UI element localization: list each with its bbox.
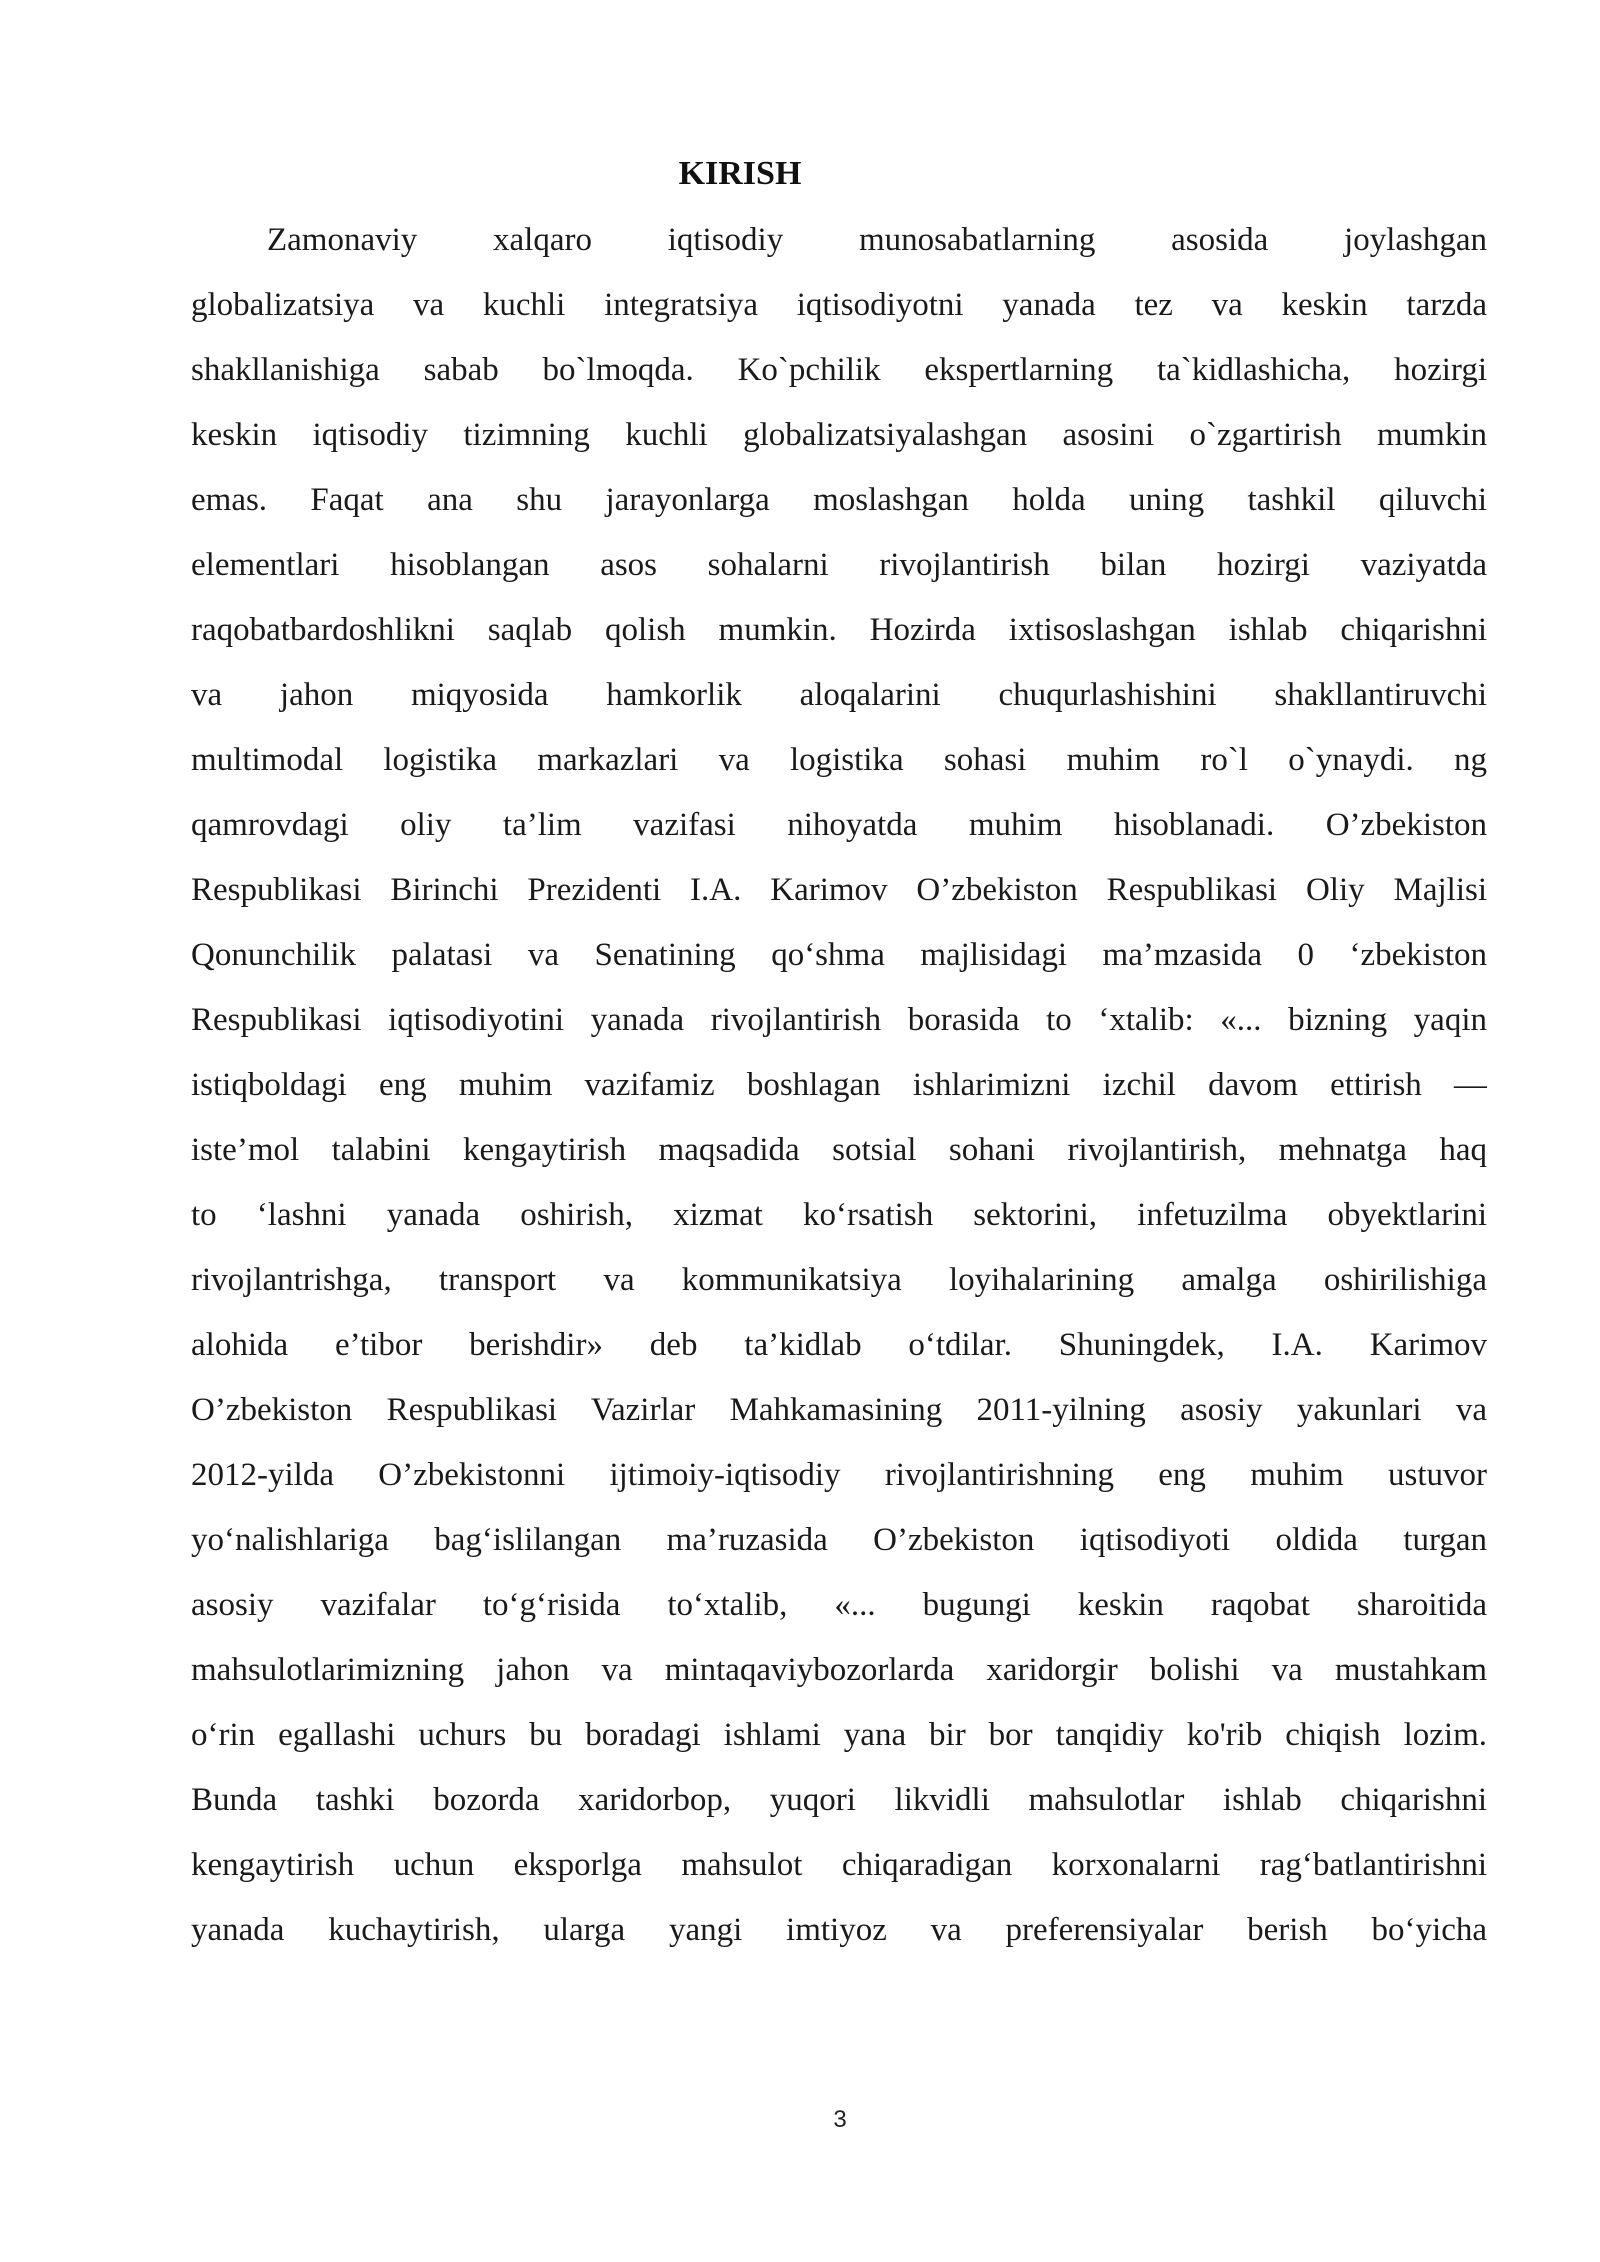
body-paragraph: [191, 208, 1487, 1963]
text-line: o‘rin egallashi uchurs bu boradagi ishlami yana bir bor tanqidiy ko'rib chiqish lozim.: [191, 1717, 1487, 1753]
text-line: Bunda tashki bozorda xaridorbop, yuqori likvidli mahsulotlar ishlab chiqarishni: [191, 1782, 1487, 1818]
text-line: elementlari hisoblangan asos sohalarni rivojlantirish bilan hozirgi vaziyatda: [191, 547, 1487, 583]
text-line: shakllanishiga sabab bo`lmoqda. Ko`pchilik ekspertlarning ta`kidlashicha, hozirgi: [191, 352, 1487, 388]
text-line: qamrovdagi oliy ta’lim vazifasi nihoyatda muhim hisoblanadi. O’zbekiston: [191, 807, 1487, 843]
text-line: mahsulotlarimizning jahon va mintaqaviybozorlarda xaridorgir bolishi va mustahkam: [191, 1652, 1487, 1688]
text-line: Respublikasi iqtisodiyotini yanada rivojlantirish borasida to ‘xtalib: «... bizning yaqin: [191, 1002, 1487, 1038]
text-line: rivojlantrishga, transport va kommunikatsiya loyihalarining amalga oshirilishiga: [191, 1262, 1487, 1298]
page-number: 3: [833, 2106, 847, 2133]
text-line: Respublikasi Birinchi Prezidenti I.A. Karimov O’zbekiston Respublikasi Oliy Majlisi: [191, 872, 1487, 908]
text-line: istiqboldagi eng muhim vazifamiz boshlagan ishlarimizni izchil davom ettirish —: [191, 1067, 1487, 1103]
text-line: asosiy vazifalar to‘g‘risida to‘xtalib, «... bugungi keskin raqobat sharoitida: [191, 1587, 1487, 1623]
text-line: va jahon miqyosida hamkorlik aloqalarini chuqurlashishini shakllantiruvchi: [191, 677, 1487, 713]
text-line: to ‘lashni yanada oshirish, xizmat ko‘rsatish sektorini, infetuzilma obyektlarini: [191, 1197, 1487, 1233]
text-line: Zamonaviy xalqaro iqtisodiy munosabatlarning asosida joylashgan: [267, 222, 1487, 258]
text-line: kengaytirish uchun eksporlga mahsulot chiqaradigan korxonalarni rag‘batlantirishni: [191, 1847, 1487, 1883]
text-line: Qonunchilik palatasi va Senatining qo‘shma majlisidagi ma’mzasida 0 ‘zbekiston: [191, 937, 1487, 973]
text-line: raqobatbardoshlikni saqlab qolish mumkin. Hozirda ixtisoslashgan ishlab chiqarishni: [191, 612, 1487, 648]
text-line: 2012-yilda O’zbekistonni ijtimoiy-iqtisodiy rivojlantirishning eng muhim ustuvor: [191, 1457, 1487, 1493]
text-line: emas. Faqat ana shu jarayonlarga moslashgan holda uning tashkil qiluvchi: [191, 482, 1487, 518]
text-line: alohida e’tibor berishdir» deb ta’kidlab o‘tdilar. Shuningdek, I.A. Karimov: [191, 1327, 1487, 1363]
text-line: yo‘nalishlariga bag‘islilangan ma’ruzasida O’zbekiston iqtisodiyoti oldida turgan: [191, 1522, 1487, 1558]
text-line: O’zbekiston Respublikasi Vazirlar Mahkamasining 2011-yilning asosiy yakunlari va: [191, 1392, 1487, 1428]
page-heading: KIRISH: [678, 155, 802, 192]
text-line: yanada kuchaytirish, ularga yangi imtiyoz va preferensiyalar berish bo‘yicha: [191, 1912, 1487, 1948]
text-line: iste’mol talabini kengaytirish maqsadida sotsial sohani rivojlantirish, mehnatga haq: [191, 1132, 1487, 1168]
text-line: multimodal logistika markazlari va logistika sohasi muhim ro`l o`ynaydi. ng: [191, 742, 1487, 778]
text-line: keskin iqtisodiy tizimning kuchli globalizatsiyalashgan asosini o`zgartirish mumkin: [191, 417, 1487, 453]
text-line: globalizatsiya va kuchli integratsiya iqtisodiyotni yanada tez va keskin tarzda: [191, 287, 1487, 323]
